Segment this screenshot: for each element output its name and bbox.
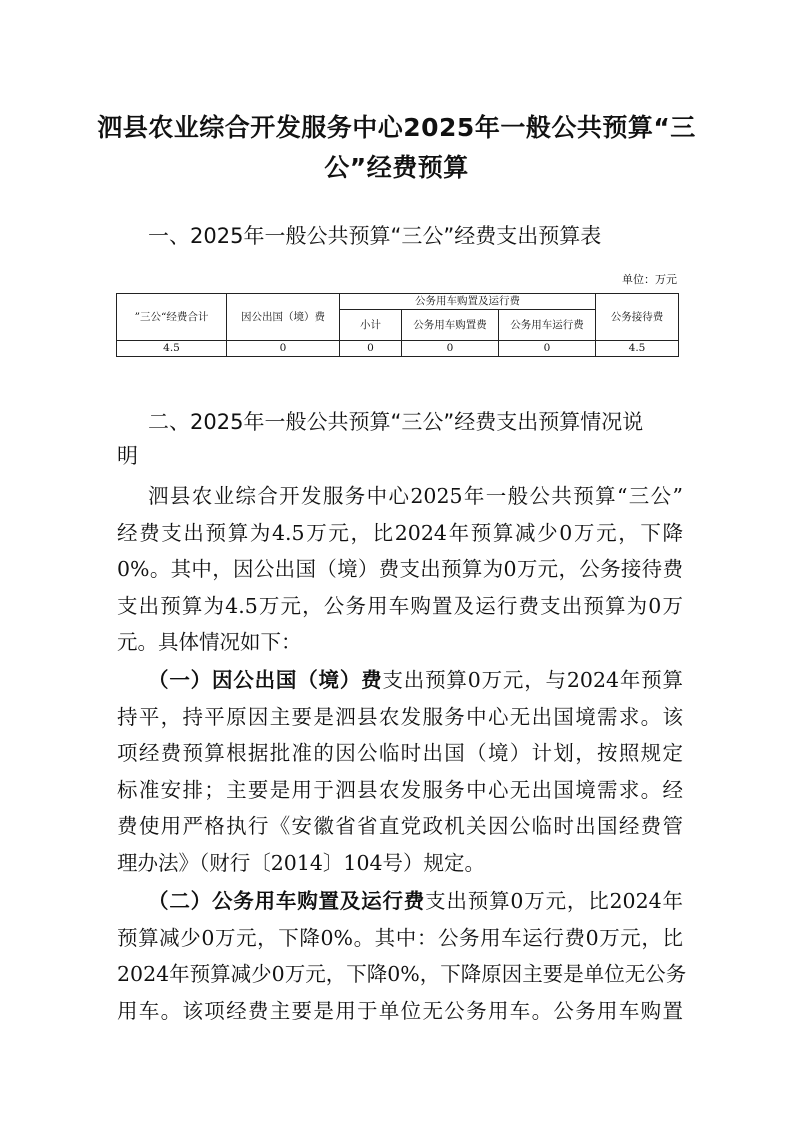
paragraph-line: 用车。该项经费主要是用于单位无公务用车。公务用车购置 — [117, 998, 683, 1023]
unit-label: 单位：万元 — [622, 273, 677, 286]
header-abroad: 因公出国（境）费 — [227, 294, 340, 341]
paragraph-line: 经费支出预算为4.5万元，比2024年预算减少0万元，下降 — [117, 520, 683, 545]
cell-subtotal: 0 — [340, 341, 402, 357]
header-subtotal: 小计 — [340, 310, 402, 341]
cell-vehicle-operation: 0 — [499, 341, 596, 357]
section-2-heading-line-1: 二、2025年一般公共预算“三公”经费支出预算情况说 — [148, 410, 644, 434]
header-reception: 公务接待费 — [596, 294, 679, 341]
paragraph-line: 项经费预算根据批准的因公临时出国（境）计划，按照规定 — [117, 741, 683, 765]
header-total: ”三公“经费合计 — [117, 294, 227, 341]
paragraph-line-rest: 支出预算0万元，比2024年 — [425, 889, 684, 913]
paragraph-vehicle — [117, 883, 687, 1029]
paragraph-line: 泗县农业综合开发服务中心2025年一般公共预算“三公” — [148, 484, 683, 508]
document-title-line-1: 泗县农业综合开发服务中心2025年一般公共预算“三 — [97, 113, 696, 142]
paragraph-summary — [117, 478, 683, 661]
table-row — [117, 341, 679, 357]
paragraph-line: 预算减少0万元，下降0%。其中：公务用车运行费0万元，比 — [117, 925, 683, 950]
cell-reception: 4.5 — [596, 341, 679, 357]
paragraph-line-rest: 支出预算0万元，与2024年预算 — [382, 668, 683, 692]
paragraph-bold-lead: （二）公务用车购置及运行费 — [148, 889, 426, 913]
cell-vehicle-purchase: 0 — [402, 341, 499, 357]
document-title-line-2: 公”经费预算 — [324, 153, 469, 182]
paragraph-line: 费使用严格执行《安徽省省直党政机关因公临时出国经费管 — [117, 814, 683, 838]
paragraph-line: 元。具体情况如下： — [117, 630, 302, 654]
section-2-heading-line-2: 明 — [117, 444, 138, 468]
header-vehicle-operation: 公务用车运行费 — [499, 310, 596, 341]
paragraph-line: 理办法》（财行〔2014〕104号）规定。 — [117, 850, 486, 875]
paragraph-abroad — [117, 662, 683, 881]
header-vehicle-purchase: 公务用车购置费 — [402, 310, 499, 341]
paragraph-line: 支出预算为4.5万元，公务用车购置及运行费支出预算为0万 — [117, 593, 683, 618]
section-2-heading — [117, 405, 682, 473]
header-vehicle-group: 公务用车购置及运行费 — [340, 294, 596, 310]
paragraph-line: 0%。其中，因公出国（境）费支出预算为0万元，公务接待费 — [117, 557, 683, 581]
cell-total: 4.5 — [117, 341, 227, 357]
section-1-heading: 一、2025年一般公共预算“三公”经费支出预算表 — [148, 224, 602, 248]
paragraph-line: 2024年预算减少0万元，下降0%，下降原因主要是单位无公务 — [117, 962, 687, 986]
paragraph-line: 持平，持平原因主要是泗县农发服务中心无出国境需求。该 — [117, 704, 683, 729]
paragraph-line: 标准安排；主要是用于泗县农发服务中心无出国境需求。经 — [117, 777, 683, 802]
paragraph-bold-lead: （一）因公出国（境）费 — [148, 668, 383, 692]
paragraph-line — [117, 883, 683, 920]
budget-table — [116, 293, 679, 357]
cell-abroad: 0 — [227, 341, 340, 357]
paragraph-line — [117, 662, 683, 699]
